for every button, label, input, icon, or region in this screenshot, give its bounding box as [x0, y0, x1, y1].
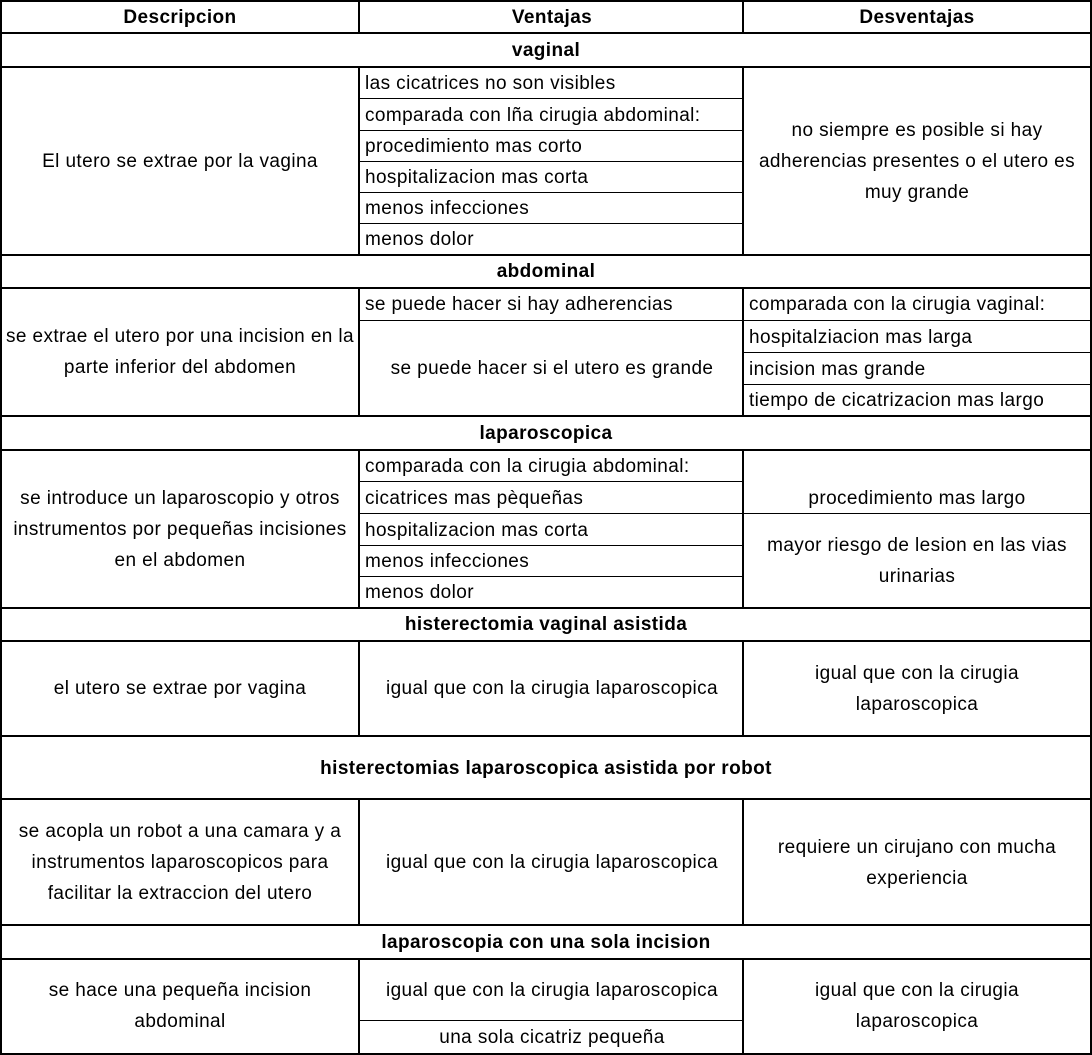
grid-line [0, 415, 1092, 417]
grid-line [360, 513, 1092, 514]
grid-line [0, 735, 1092, 737]
header-desventajas: Desventajas [859, 7, 975, 28]
section-title-vaginal: vaginal [511, 39, 581, 61]
grid-line [744, 384, 1092, 385]
grid-line [742, 66, 744, 256]
descripcion-vaginal-asistida: el utero se extrae por vagina [53, 678, 307, 699]
ventaja-item: menos infecciones [365, 551, 530, 572]
grid-line [0, 607, 1092, 609]
grid-line [360, 545, 744, 546]
grid-line [0, 287, 1092, 289]
grid-line [742, 287, 744, 417]
grid-line [742, 640, 744, 737]
descripcion-laparoscopica: se introduce un laparoscopio y otros instrumentos por pequeñas incisiones en el abdomen [13, 487, 347, 571]
desventaja-item: comparada con la cirugia vaginal: [749, 294, 1046, 315]
grid-line [358, 640, 360, 737]
desventaja-item: requiere un cirujano con mucha experiencia [777, 836, 1057, 889]
grid-line [0, 254, 1092, 256]
grid-line [360, 481, 744, 482]
grid-line [360, 98, 744, 99]
grid-line [742, 0, 744, 34]
desventaja-item: incision mas grande [749, 358, 926, 380]
grid-line [0, 0, 2, 1055]
grid-line [742, 449, 744, 609]
grid-line [0, 798, 1092, 800]
grid-line [360, 192, 744, 193]
section-title-abdominal: abdominal [496, 261, 596, 282]
section-title-vaginal-asistida: histerectomia vaginal asistida [404, 614, 688, 635]
section-title-una-incision: laparoscopia con una sola incision [381, 931, 711, 953]
grid-line [0, 640, 1092, 642]
section-title-robot: histerectomias laparoscopica asistida por robot [320, 757, 772, 779]
grid-line [0, 449, 1092, 451]
ventaja-item: comparada con lña cirugia abdominal: [365, 104, 701, 126]
grid-line [0, 66, 1092, 68]
section-title-laparoscopica: laparoscopica [479, 422, 613, 444]
ventaja-item: procedimiento mas corto [365, 136, 583, 157]
header-ventajas: Ventajas [511, 7, 593, 28]
descripcion-robot: se acopla un robot a una camara y a instrumentos laparoscopicos para facilitar la extraccion del utero [18, 821, 342, 904]
grid-line [0, 32, 1092, 34]
grid-line [0, 924, 1092, 926]
desventaja-item: hospitalziacion mas larga [749, 326, 973, 348]
grid-line [358, 66, 360, 256]
grid-line [360, 130, 744, 131]
ventaja-item: cicatrices mas pèqueñas [365, 487, 584, 509]
grid-line [358, 449, 360, 609]
ventaja-item: menos dolor [365, 582, 474, 603]
desventaja-item: mayor riesgo de lesion en las vias urinarias [767, 535, 1067, 587]
grid-line [358, 287, 360, 417]
descripcion-una-incision: se hace una pequeña incision abdominal [48, 980, 312, 1032]
grid-line [742, 798, 744, 926]
grid-line [744, 352, 1092, 353]
desventaja-item: tiempo de cicatrizacion mas largo [749, 390, 1045, 411]
ventaja-item: se puede hacer si hay adherencias [365, 294, 673, 315]
ventaja-item: igual que con la cirugia laparoscopica [385, 979, 719, 1001]
grid-line [360, 1020, 744, 1021]
ventaja-item: hospitalizacion mas corta [365, 167, 589, 188]
grid-line [360, 161, 744, 162]
grid-line [0, 958, 1092, 960]
grid-line [742, 958, 744, 1055]
ventaja-item: comparada con la cirugia abdominal: [365, 455, 690, 477]
ventaja-item: hospitalizacion mas corta [365, 519, 589, 541]
desventaja-item: igual que con la cirugia laparoscopica [815, 980, 1019, 1032]
grid-line [358, 958, 360, 1055]
desventaja-item: procedimiento mas largo [808, 487, 1026, 509]
ventaja-item: se puede hacer si el utero es grande [390, 358, 714, 379]
ventaja-item: igual que con la cirugia laparoscopica [385, 678, 719, 699]
ventaja-item: menos infecciones [365, 198, 530, 219]
ventaja-item: menos dolor [365, 229, 474, 250]
desventaja-item: igual que con la cirugia laparoscopica [815, 662, 1019, 715]
ventaja-item: una sola cicatriz pequeña [439, 1026, 665, 1048]
grid-line [360, 320, 1092, 321]
descripcion-vaginal: El utero se extrae por la vagina [42, 150, 318, 172]
header-descripcion: Descripcion [123, 7, 237, 28]
grid-line [360, 223, 744, 224]
ventaja-item: igual que con la cirugia laparoscopica [385, 852, 719, 873]
grid-line [0, 0, 1092, 2]
grid-line [358, 798, 360, 926]
desventaja-vaginal: no siempre es posible si hay adherencias presentes o el utero es muy grande [758, 119, 1076, 203]
descripcion-abdominal: se extrae el utero por una incision en la parte inferior del abdomen [5, 326, 355, 378]
ventaja-item: las cicatrices no son visibles [365, 72, 616, 94]
grid-line [358, 0, 360, 34]
grid-line [360, 576, 744, 577]
